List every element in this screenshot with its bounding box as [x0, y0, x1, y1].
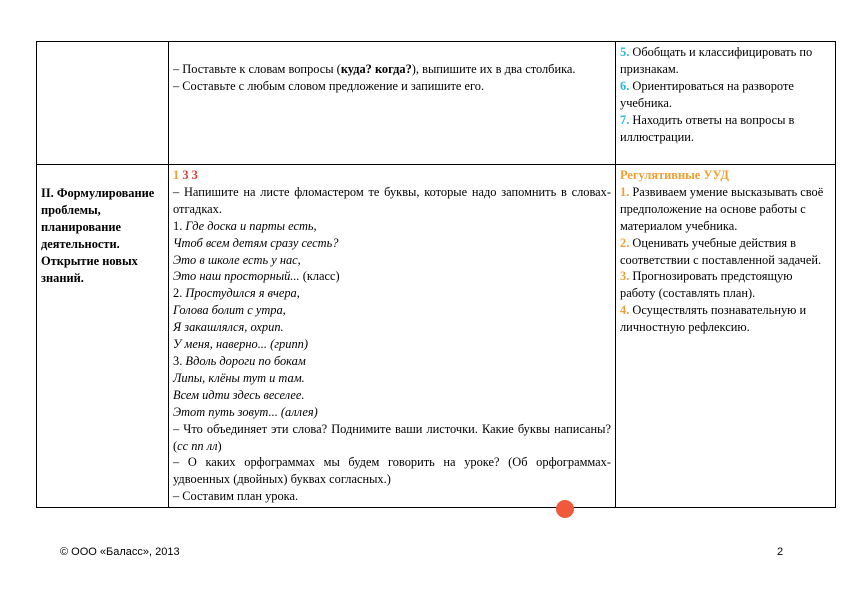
activity-cell	[169, 165, 616, 508]
task-line: – Напишите на листе фломастером те буквы, которые надо запомнить в словах-отгадках.	[173, 184, 611, 216]
skill-item: 5. Обобщать и классифицировать по признакам.	[620, 45, 813, 76]
navigation-dot[interactable]	[556, 500, 574, 518]
task-emphasis: куда? когда?	[340, 62, 412, 76]
lesson-table	[36, 41, 836, 508]
stage-cell	[37, 165, 169, 508]
skill-item: 1. Развиваем умение высказывать своё предположение на основе работы с материалом учебника.	[620, 184, 824, 233]
question-line: – О каких орфограммах мы будем говорить на уроке? (Об орфограммах-удвоенных (двойных) буквах согласных.)	[173, 455, 611, 487]
task-text: – Поставьте к словам вопросы (	[173, 62, 341, 76]
task-line: – Составьте с любым словом предложение и запишите его.	[173, 78, 485, 93]
skill-item: 4. Осуществлять познавательную и личностную рефлексию.	[620, 303, 807, 335]
page-number: 2	[777, 546, 784, 558]
skill-item: 7. Находить ответы на вопросы в иллюстрации.	[620, 112, 795, 144]
riddle-line: Липы, клёны тут и там.	[173, 370, 305, 385]
table-row	[37, 42, 836, 165]
skills-cell	[616, 165, 836, 508]
riddle-line: 1. Где доска и парты есть,	[173, 218, 317, 233]
activity-cell	[169, 42, 616, 165]
riddle-line: Я закашлялся, охрип.	[173, 320, 284, 335]
uud-heading: Регулятивные УУД	[620, 168, 729, 182]
question-line: – Что объединяет эти слова? Поднимите ваши листочки. Какие буквы написаны? (сс пп лл)	[173, 421, 611, 453]
stage-title: II. Формулирование проблемы, планирование деятельности. Открытие новых знаний.	[41, 186, 155, 285]
riddle-line: У меня, наверно... (грипп)	[173, 337, 308, 352]
task-text: ), выпишите их в два столбика.	[411, 62, 576, 76]
riddle-line: 2. Простудился я вчера,	[173, 286, 300, 301]
copyright-footer: © ООО «Баласс», 2013	[60, 546, 180, 558]
skills-cell	[616, 42, 836, 165]
task-line	[173, 61, 611, 78]
question-line: – Составим план урока.	[173, 489, 299, 504]
slide-numbers: 1 3 3	[173, 168, 198, 182]
stage-cell-empty	[37, 42, 169, 165]
skill-item: 3. Прогнозировать предстоящую работу (составлять план).	[620, 269, 793, 301]
riddle-line: Этот путь зовут... (аллея)	[173, 404, 318, 419]
table-row	[37, 165, 836, 508]
riddle-line: Чтоб всем детям сразу сесть?	[173, 235, 339, 250]
skill-item: 2. Оценивать учебные действия в соответствии с поставленной задачей.	[620, 235, 822, 267]
riddle-line: Всем идти здесь веселее.	[173, 387, 305, 402]
skill-item: 6. Ориентироваться на развороте учебника.	[620, 78, 794, 110]
riddle-line: Голова болит с утра,	[173, 303, 286, 318]
riddle-line: Это в школе есть у нас,	[173, 252, 301, 267]
riddle-line: 3. Вдоль дороги по бокам	[173, 353, 306, 368]
riddle-line: Это наш просторный... (класс)	[173, 269, 340, 284]
